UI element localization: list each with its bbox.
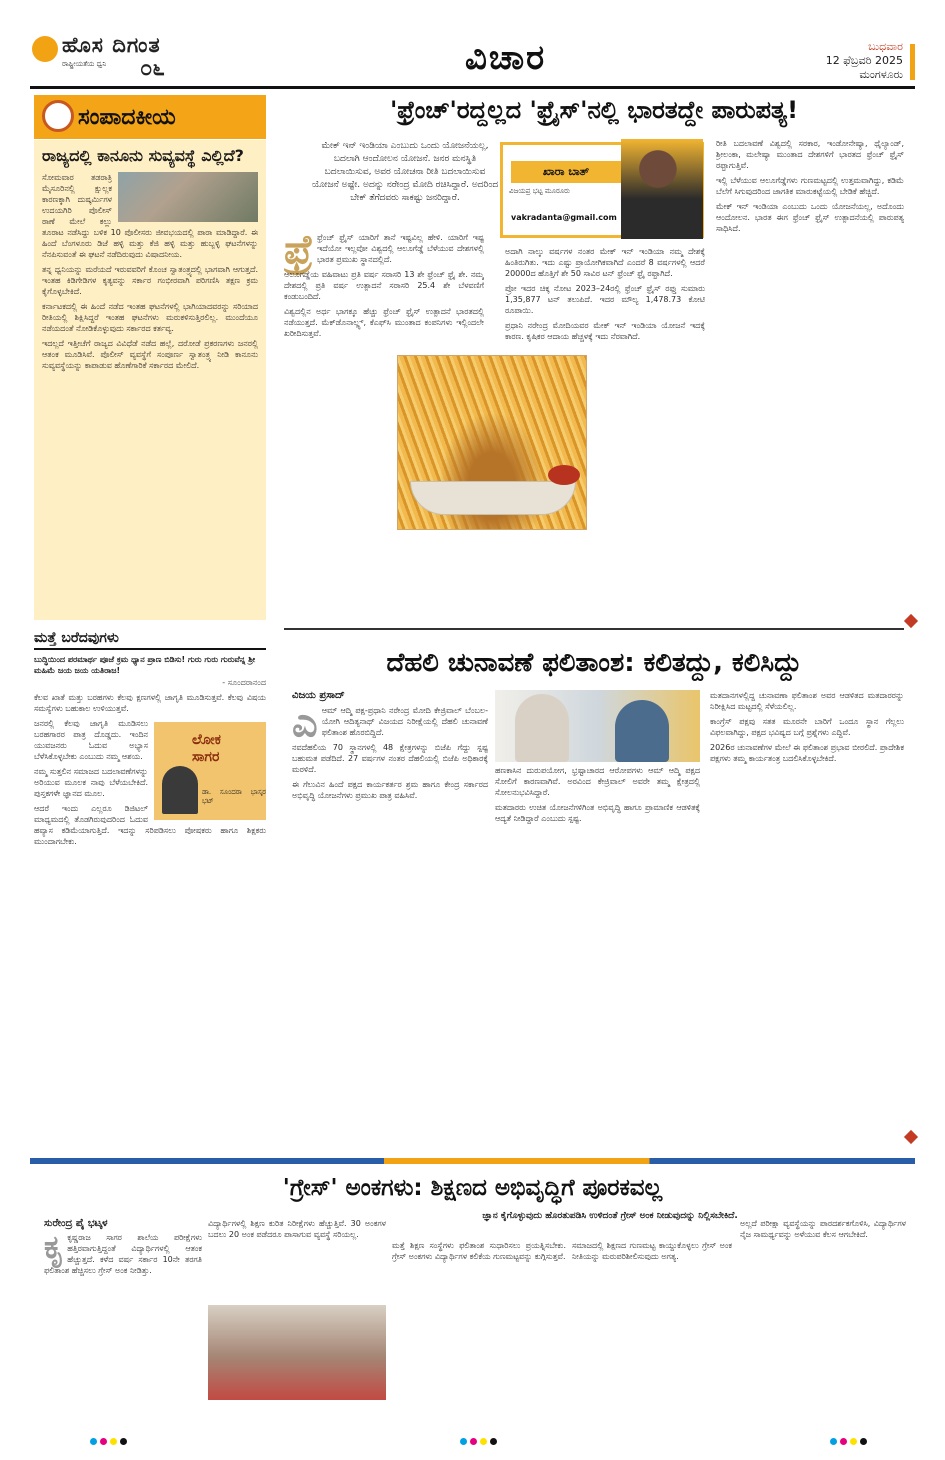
election-column-2: [495, 765, 700, 1145]
grace-paragraph: ಅಲ್ಲದೆ ಪರೀಕ್ಷಾ ವ್ಯವಸ್ಥೆಯನ್ನು ಪಾರದರ್ಶಕಗೊಳಿಸಿ, ವಿದ್ಯಾರ್ಥಿಗಳ ನೈಜ ಸಾಮರ್ಥ್ಯವನ್ನು ಅಳೆಯುವ ಕೆಲಸ ಆಗಬೇಕಿದೆ.: [740, 1219, 906, 1239]
more-writings-verse: ಬುದ್ಧಿಯಿಂದ ಪರಮಾರ್ಥ ಪೂಜೆ ಕ್ರಮ ಧ್ಯಾನ ಪ್ರಾಣ ಬಿಡಿಸು! ಗುರು ಗುರು ಗುರುವೆನ್ನ ಶ್ರೀ ಮಹಿಮೆ ಜಯ ಜಯ ಯತಿರಾಜ!: [34, 655, 256, 675]
grace-marks-pullquote: ಜ್ಞಾನ ಕೈಗೊಳ್ಳುವುದು ಹೊರತುಪಡಿಸಿ ಉಳಿದಂತೆ ಗ್ರೇಸ್ ಅಂಕ ನೀಡುವುದನ್ನು ನಿಲ್ಲಿಸಬೇಕಿದೆ.: [482, 1211, 738, 1221]
election-paragraph: 2026ರ ಚುನಾವಣೆಗಳ ಮೇಲೆ ಈ ಫಲಿತಾಂಶ ಪ್ರಭಾವ ಬೀರಲಿದೆ. ಪ್ರಾದೇಶಿಕ ಪಕ್ಷಗಳು ತಮ್ಮ ಕಾರ್ಯತಂತ್ರ ಬದಲಿಸಿಕೊಳ್ಳಬೇಕಿದೆ.: [710, 743, 904, 763]
masthead: [0, 0, 945, 86]
yellow-dot-icon: [110, 1438, 117, 1445]
yellow-dot-icon: [480, 1438, 487, 1445]
grace-column-4: [572, 1240, 732, 1454]
logo-tagline: ರಾಷ್ಟ್ರೀಯತೆಯ ಧ್ವನಿ: [62, 60, 107, 68]
election-paragraph: ಮತದಾರರು ಉಚಿತ ಯೋಜನೆಗಳಿಗಿಂತ ಅಭಿವೃದ್ಧಿ ಹಾಗೂ ಪ್ರಾಮಾಣಿಕ ಆಡಳಿತಕ್ಕೆ ಆದ್ಯತೆ ನೀಡಿದ್ದಾರೆ ಎಂಬುದು ಸ್ಪಷ್ಟ.: [495, 803, 700, 823]
grace-paragraph: ಕೃಷ್ಣರಾಜ ಸಾಗರ ಶಾಲೆಯ ಪರೀಕ್ಷೆಗಳು ಹತ್ತಿರವಾಗುತ್ತಿದ್ದಂತೆ ವಿದ್ಯಾರ್ಥಿಗಳಲ್ಲಿ ಆತಂಕ ಹೆಚ್ಚುತ್ತದೆ. ಕಳೆದ ವರ್ಷ ಸರ್ಕಾರ 10ನೇ ತರಗತಿ ಫಲಿತಾಂಶ ಹೆಚ್ಚಿಸಲು ಗ್ರೇಸ್ ಅಂಕ ನೀಡಿತ್ತು.: [44, 1233, 202, 1275]
feature-paragraph: ರೀತಿ ಬದಲಾವಣೆ ವಿಶ್ವದಲ್ಲಿ ಸರಕಾರ, ಇಂಡೋನೇಷ್ಯಾ, ಥೈಲ್ಯಾಂಡ್, ಶ್ರೀಲಂಕಾ, ಮಲೇಷ್ಯಾ ಮುಂತಾದ ದೇಶಗಳಿಗೆ ಭಾರತದ ಫ್ರೆಂಚ್ ಫ್ರೈಸ್ ರಫ್ತಾಗುತ್ತಿವೆ.: [716, 139, 904, 170]
grace-column-3: [392, 1240, 566, 1454]
grace-dropcap: ಕೃ: [44, 1232, 65, 1266]
logo-emblem-icon: [32, 36, 58, 62]
columnist-photo: [621, 139, 703, 239]
loka-title-line-2: ಸಾಗರ: [192, 749, 220, 765]
print-registration-marks: [830, 1438, 867, 1445]
election-paragraph: ಹಣಕಾಸಿನ ದುರುಪಯೋಗ, ಭ್ರಷ್ಟಾಚಾರದ ಆರೋಪಗಳು ಆಮ್ ಆದ್ಮಿ ಪಕ್ಷದ ಸೋಲಿಗೆ ಕಾರಣವಾಗಿವೆ. ಅರವಿಂದ ಕೇಜ್ರಿವಾಲ್ ಅವರೇ ತಮ್ಮ ಕ್ಷೇತ್ರದಲ್ಲಿ ಸೋಲನುಭವಿಸಿದ್ದಾರೆ.: [495, 766, 700, 797]
grace-marks-byline: ಸುರೇಂದ್ರ ಪೈ ಭಟ್ಕಳ: [44, 1218, 108, 1229]
grace-column-1: [44, 1232, 202, 1432]
columnist-portrait: [162, 766, 198, 814]
election-end-mark-icon: [904, 1130, 918, 1144]
election-column-1: [292, 705, 488, 1145]
feature-deck: ಮೇಕ್ ಇನ್ ಇಂಡಿಯಾ ಎಂಬುದು ಒಂದು ಯೋಜನೆಯಲ್ಲ, ಬದಲಾಗಿ ಆಂದೋಲನ ಯೋಜನೆ. ಜನರ ಮನಸ್ಥಿತಿ ಬದಲಾಯಿಸುವ, ಅವರ ಯೋಚನಾ ರೀತಿ ಬದಲಾಯಿಸುವ ಯೋಜನೆ ಅಷ್ಟೇ. ಅದನ್ನು ನರೇಂದ್ರ ಮೋದಿ ರಚಿಸಿದ್ದಾರೆ. ಅದರಿಂದ ಬೇಕ್ ತೆಗೆದವರು ಸಾಕಷ್ಟು ಜನರಿದ್ದಾರೆ.: [311, 141, 499, 203]
election-dropcap: ಎ: [292, 705, 318, 746]
feature-column-3: [716, 138, 904, 668]
feature-paragraph: ಆಲೂಗಡ್ಡೆಯ ವಹಿವಾಟು ಪ್ರತಿ ವರ್ಷ ಸರಾಸರಿ 13 ಶೇ ಫ್ರೆಂಚ್ ಫ್ರೈ ಶೇ. ನಮ್ಮ ದೇಶದಲ್ಲಿ ಪ್ರತಿ ವರ್ಷ ಉತ್ಪಾದನೆ ಸರಾಸರಿ 25.4 ಶೇ ಬೆಳವಣಿಗೆ ಕಂಡುಬಂದಿದೆ.: [284, 270, 484, 301]
more-writings-paragraph: ಕೆಲವ ಖಾತೆ ಮತ್ತು ಬರಹಗಳು ಕೆಲವು ಕ್ಷಣಗಳಲ್ಲಿ ಜಾಗೃತಿ ಮೂಡಿಸುತ್ತವೆ. ಕೆಲವು ವಿಷಯ ಸಮಸ್ಯೆಗಳು ಬಹುಕಾಲ ಉಳಿಯುತ್ತವೆ.: [34, 693, 266, 713]
black-dot-icon: [860, 1438, 867, 1445]
grace-paragraph: ಮತ್ತೆ ಶಿಕ್ಷಣ ಸಂಸ್ಥೆಗಳು ಫಲಿತಾಂಶ ಸುಧಾರಿಸಲು ಪ್ರಯತ್ನಿಸಬೇಕು. ಗ್ರೇಸ್ ಅಂಕಗಳು ವಿದ್ಯಾರ್ಥಿಗಳ ಕಲಿಕೆಯ ಗುಣಮಟ್ಟವನ್ನು ಕುಗ್ಗಿಸುತ್ತವೆ.: [392, 1241, 566, 1261]
loka-author: ಡಾ. ಸೂಂದರಾ ಭಾಸ್ಕರ ಭಟ್: [202, 788, 266, 805]
black-dot-icon: [120, 1438, 127, 1445]
election-paragraph: ನವದೆಹಲಿಯ 70 ಸ್ಥಾನಗಳಲ್ಲಿ 48 ಕ್ಷೇತ್ರಗಳನ್ನು ಬಿಜೆಪಿ ಗೆದ್ದು ಸ್ಪಷ್ಟ ಬಹುಮತ ಪಡೆದಿದೆ. 27 ವರ್ಷಗಳ ನಂತರ ದೆಹಲಿಯಲ್ಲಿ ಬಿಜೆಪಿ ಅಧಿಕಾರಕ್ಕೆ ಮರಳಿದೆ.: [292, 743, 488, 774]
photo-figure-kejriwal: [615, 700, 669, 762]
more-writings-header: ಮತ್ತೆ ಬರೆದವುಗಳು: [34, 630, 266, 650]
election-paragraph: ಮತದಾನಗಳಲ್ಲಿದ್ದ ಚುನಾವಣಾ ಫಲಿತಾಂಶ ಅವರ ಆಡಳಿತದ ಮತದಾರರನ್ನು ನಿರೀಕ್ಷಿಸಿದ ಮಟ್ಟದಲ್ಲಿ ಸೆಳೆಯಲಿಲ್ಲ.: [710, 691, 904, 711]
dateline: [826, 40, 903, 82]
grace-paragraph: ವಿದ್ಯಾರ್ಥಿಗಳಲ್ಲಿ ಶಿಕ್ಷಣ ಕುರಿತ ನಿರೀಕ್ಷೆಗಳು ಹೆಚ್ಚುತ್ತಿವೆ. 30 ಅಂಕಗಳ ಬದಲು 20 ಅಂಕ ಪಡೆದರೂ ಪಾಸಾಗುವ ವ್ಯವಸ್ಥೆ ಸರಿಯಲ್ಲ.: [208, 1219, 386, 1239]
feature-paragraph: ಪ್ರೋ ಇದರ ಚಿಕ್ಕ ನೋಟ 2023–24ರಲ್ಲಿ ಫ್ರೆಂಚ್ ಫ್ರೈಸ್ ರಫ್ತು ಸುಮಾರು 1,35,877 ಟನ್ ತಲುಪಿದೆ. ಇದರ ಮೌಲ್ಯ 1,478.73 ಕೋಟಿ ರೂಪಾಯಿ.: [505, 284, 705, 315]
cyan-dot-icon: [830, 1438, 837, 1445]
loka-badge-title: [192, 732, 221, 766]
print-registration-marks: [90, 1438, 127, 1445]
dateline-city: ಮಂಗಳೂರು: [859, 68, 903, 81]
french-fries-photo: [397, 355, 587, 530]
more-writings-body: [34, 692, 266, 847]
feature-dropcap: ಫ್ರೆ: [284, 232, 313, 273]
more-writings-paragraph: ಆದರೆ ಇಂದು ಎಲ್ಲರೂ ಡಿಜಿಟಲ್ ಮಾಧ್ಯಮದಲ್ಲಿ ತೊಡಗಿರುವುದರಿಂದ ಓದುವ ಹವ್ಯಾಸ ಕಡಿಮೆಯಾಗುತ್ತಿದೆ. ಇದನ್ನು ಸರಿಪಡಿಸಲು ಪೋಷಕರು ಹಾಗೂ ಶಿಕ್ಷಕರು ಮುಂದಾಗಬೇಕು.: [34, 804, 266, 846]
grace-paragraph: ಸಮಾಜದಲ್ಲಿ ಶಿಕ್ಷಣದ ಗುಣಮಟ್ಟ ಕಾಯ್ದುಕೊಳ್ಳಲು ಗ್ರೇಸ್ ಅಂಕ ನೀತಿಯನ್ನು ಮರುಪರಿಶೀಲಿಸುವುದು ಅಗತ್ಯ.: [572, 1241, 732, 1261]
photo-figure-modi: [515, 694, 569, 762]
editorial-paragraph: ತನ್ನ ಧ್ವನಿಯನ್ನು ಮರೆಯದೆ ಇರುವವರಿಗೆ ಕೊಂಚ ಸ್ವಾತಂತ್ರ್ಯದಲ್ಲಿ ಭಾಗವಾಗಿ ಆಗುತ್ತದೆ. ಇಂತಹ ಕಿಡಿಗೇಡಿಗಳ ಕೃತ್ಯವನ್ನು ಸರ್ಕಾರ ಗಂಭೀರವಾಗಿ ಪರಿಗಣಿಸಿ ತಕ್ಷಣ ಕ್ರಮ ಕೈಗೊಳ್ಳಬೇಕಿದೆ.: [42, 265, 258, 296]
magenta-dot-icon: [840, 1438, 847, 1445]
loka-sagara-column-badge: [154, 722, 266, 820]
more-writings-paragraph: ಜನರಲ್ಲಿ ಕೆಲವು ಜಾಗೃತಿ ಮೂಡಿಸಲು ಬರಹಗಾರರ ಪಾತ್ರ ದೊಡ್ಡದು. ಇಂದಿನ ಯುವಜನರು ಓದುವ ಅಭ್ಯಾಸ ಬೆಳೆಸಿಕೊಳ್ಳಬೇಕು ಎಂಬುದು ನಮ್ಮ ಆಶಯ.: [34, 719, 148, 761]
election-paragraph: ಆಮ್ ಆದ್ಮಿ ಪಕ್ಷ-ಪ್ರಧಾನಿ ನರೇಂದ್ರ ಮೋದಿ ಕೇಜ್ರಿವಾಲ್ ಬೆಂಬಲ-ಯೋಗಿ ಆದಿತ್ಯನಾಥ್ ವಿಜಯದ ನಿರೀಕ್ಷೆಯಲ್ಲಿ ದೆಹಲಿ ಚುನಾವಣೆ ಫಲಿತಾಂಶ ಹೊರಬಿದ್ದಿದೆ.: [321, 706, 488, 737]
ketchup-dip: [548, 465, 580, 485]
feature-headline[interactable]: 'ಫ್ರೆಂಚ್'ರದ್ದಲ್ಲದ 'ಫ್ರೈಸ್'ನಲ್ಲಿ ಭಾರತದ್ದೇ ಪಾರುಪತ್ಯ!: [389, 96, 799, 124]
feature-end-mark-icon: [904, 614, 918, 628]
section-divider: [284, 628, 904, 630]
election-headline[interactable]: ದೆಹಲಿ ಚುನಾವಣೆ ಫಲಿತಾಂಶ: ಕಲಿತದ್ದು, ಕಲಿಸಿದ್ದು: [386, 648, 802, 678]
dateline-day: ಬುಧವಾರ: [868, 40, 903, 53]
fries-bowl: [410, 481, 576, 515]
more-writings-attribution: - ಸೂಂದರಾನಂದ: [222, 678, 266, 687]
black-dot-icon: [490, 1438, 497, 1445]
section-title: ವಿಚಾರ: [465, 38, 547, 78]
feature-paragraph: ಪ್ರಧಾನಿ ನರೇಂದ್ರ ಮೋದಿಯವರ ಮೇಕ್ ಇನ್ ಇಂಡಿಯಾ ಯೋಜನೆ ಇದಕ್ಕೆ ಕಾರಣ. ಕೃಷಿಕರ ಆದಾಯ ಹೆಚ್ಚಳಕ್ಕೆ ಇದು ನೆರವಾಗಿದೆ.: [505, 321, 705, 341]
editorial-emblem-icon: [42, 100, 74, 132]
election-paragraph: ಈ ಗೆಲುವಿನ ಹಿಂದೆ ಪಕ್ಷದ ಕಾರ್ಯಕರ್ತರ ಶ್ರಮ ಹಾಗೂ ಕೇಂದ್ರ ಸರ್ಕಾರದ ಅಭಿವೃದ್ಧಿ ಯೋಜನೆಗಳು ಪ್ರಮುಖ ಪಾತ್ರ ವಹಿಸಿವೆ.: [292, 780, 488, 800]
editorial-paragraph: ಸೋಮವಾರ ತಡರಾತ್ರಿ ಮೈಸೂರಿನಲ್ಲಿ ಕ್ಷುಲ್ಲಕ ಕಾರಣಕ್ಕಾಗಿ ದುಷ್ಕರ್ಮಿಗಳ ಉದಯಗಿರಿ ಪೊಲೀಸ್ ಠಾಣೆ ಮೇಲೆ ಕಲ್ಲು ತೂರಾಟ ನಡೆಸಿದ್ದು ಬಳಿಕ 10 ಪೊಲೀಸರು ಜೀವಭಯದಲ್ಲಿ ಪಾರಾ ಮಾಡಿದ್ದಾರೆ. ಈ ಹಿಂದೆ ಬೆಂಗಳೂರು ಡಿಜೆ ಹಳ್ಳಿ ಮತ್ತು ಕೆಜಿ ಹಳ್ಳಿ ಮತ್ತು ಹುಬ್ಬಳ್ಳಿ ಘಟನೆಗಳನ್ನು ನೆನಪಿಸುವಂತೆ ಈ ಘಟನೆ ನಡೆದಿರುವುದು ವಿಷಾದನೀಯ.: [42, 173, 258, 259]
election-photo: [495, 690, 700, 762]
columnist-email[interactable]: vakradanta@gmail.com: [511, 213, 617, 222]
election-byline: ವಿಜಯ ಪ್ರಸಾದ್: [292, 690, 345, 701]
print-registration-marks: [460, 1438, 497, 1445]
columnist-role: ವಿಜಯಪ್ರ ಭಟ್ಟ ಮೂರೂರು: [509, 187, 571, 195]
editorial-badge: [34, 95, 266, 139]
feature-paragraph: ವಿಶ್ವದಲ್ಲಿನ ಅರ್ಧ ಭಾಗಕ್ಕೂ ಹೆಚ್ಚು ಫ್ರೆಂಚ್ ಫ್ರೈಸ್ ಉತ್ಪಾದನೆ ಭಾರತದಲ್ಲಿ ನಡೆಯುತ್ತದೆ. ಮೆಕ್‌ಡೊನಾಲ್ಡ್ಸ್, ಕೆಎಫ್‌ಸಿ ಮುಂತಾದ ಕಂಪನಿಗಳು ಇಲ್ಲಿಂದಲೇ ಖರೀದಿಸುತ್ತವೆ.: [284, 307, 484, 338]
cyan-dot-icon: [90, 1438, 97, 1445]
classroom-exam-photo: [208, 1305, 386, 1400]
magenta-dot-icon: [100, 1438, 107, 1445]
editorial-column: [34, 140, 266, 620]
editorial-headline[interactable]: ರಾಜ್ಯದಲ್ಲಿ ಕಾನೂನು ಸುವ್ಯವಸ್ಥೆ ಎಲ್ಲಿದೆ?: [42, 146, 244, 165]
dateline-date: 12 ಫೆಬ್ರವರಿ 2025: [825, 54, 903, 67]
election-paragraph: ಕಾಂಗ್ರೆಸ್ ಪಕ್ಷವು ಸತತ ಮೂರನೇ ಬಾರಿಗೆ ಒಂದೂ ಸ್ಥಾನ ಗೆಲ್ಲಲು ವಿಫಲವಾಗಿದ್ದು, ಪಕ್ಷದ ಭವಿಷ್ಯದ ಬಗ್ಗೆ ಪ್ರಶ್ನೆಗಳು ಎದ್ದಿವೆ.: [710, 717, 904, 737]
feature-paragraph: ಇಲ್ಲಿ ಬೆಳೆಯುವ ಆಲೂಗೆಡ್ಡೆಗಳು ಗುಣಮಟ್ಟದಲ್ಲಿ ಉತ್ತಮವಾಗಿದ್ದು, ಕಡಿಮೆ ಬೆಲೆಗೆ ಸಿಗುವುದರಿಂದ ಜಾಗತಿಕ ಮಾರುಕಟ್ಟೆಯಲ್ಲಿ ಬೇಡಿಕೆ ಹೆಚ್ಚಿದೆ.: [716, 176, 904, 196]
columnist-column-name: ಖಾರಾ ಬಾತ್: [511, 161, 621, 183]
editorial-paragraph: ಇದಲ್ಲದೆ ಇತ್ತೀಚೆಗೆ ರಾಜ್ಯದ ವಿವಿಧೆಡೆ ನಡೆದ ಹಲ್ಲೆ, ದರೋಡೆ ಪ್ರಕರಣಗಳು ಜನರಲ್ಲಿ ಆತಂಕ ಮೂಡಿಸಿವೆ. ಪೊಲೀಸ್ ವ್ಯವಸ್ಥೆಗೆ ಸಂಪೂರ್ಣ ಸ್ವಾತಂತ್ರ್ಯ ನೀಡಿ ಕಾನೂನು ಸುವ್ಯವಸ್ಥೆಯನ್ನು ಕಾಪಾಡುವ ಹೊಣೆಗಾರಿಕೆ ಸರ್ಕಾರದ ಮೇಲಿದೆ.: [42, 339, 258, 370]
logo-text: ಹೊಸ ದಿಗಂತ: [62, 33, 161, 57]
yellow-dot-icon: [850, 1438, 857, 1445]
grace-marks-headline[interactable]: 'ಗ್ರೇಸ್' ಅಂಕಗಳು: ಶಿಕ್ಷಣದ ಅಭಿವೃದ್ಧಿಗೆ ಪೂರಕವಲ್ಲ: [282, 1175, 663, 1201]
page-number: ೦೬: [140, 56, 165, 81]
more-writings-column: [34, 654, 266, 1154]
editorial-badge-label: ಸಂಪಾದಕೀಯ: [78, 104, 176, 130]
more-writings-paragraph: ನಮ್ಮ ಸುತ್ತಲಿನ ಸಮಾಜದ ಬದಲಾವಣೆಗಳನ್ನು ಅರಿಯುವ ಮೂಲಕ ನಾವು ಬೆಳೆಯಬೇಕಿದೆ. ಪುಸ್ತಕಗಳೇ ಜ್ಞಾನದ ಮೂಲ.: [34, 767, 148, 798]
feature-paragraph: ಫ್ರೆಂಚ್ ಫ್ರೈಸ್ ಯಾರಿಗೆ ತಾನೆ ಇಷ್ಟವಿಲ್ಲ ಹೇಳಿ. ಯಾರಿಗೆ ಇಷ್ಟ ಇದೆಯೋ ಇಲ್ಲವೋ ವಿಶ್ವದಲ್ಲಿ ಆಲೂಗೆಡ್ಡೆ ಬೆಳೆಯುವ ದೇಶಗಳಲ್ಲಿ ಭಾರತ ಪ್ರಮುಖ ಸ್ಥಾನದಲ್ಲಿದೆ.: [317, 233, 484, 264]
corner-accent: [910, 44, 915, 80]
editorial-paragraph: ಕರ್ನಾಟಕದಲ್ಲಿ ಈ ಹಿಂದೆ ನಡೆದ ಇಂತಹ ಘಟನೆಗಳಲ್ಲಿ ಭಾಗಿಯಾದವರನ್ನು ಸರಿಯಾದ ರೀತಿಯಲ್ಲಿ ಶಿಕ್ಷಿಸಿದ್ದರೆ ಇಂತಹ ಘಟನೆಗಳು ಮರುಕಳಿಸುತ್ತಿರಲಿಲ್ಲ. ಮುಂದೆಯೂ ನಡೆಯದಂತೆ ನೋಡಿಕೊಳ್ಳುವುದು ಸರ್ಕಾರದ ಕರ್ತವ್ಯ.: [42, 302, 258, 333]
section-color-band: [30, 1158, 915, 1164]
masthead-rule: [30, 86, 915, 89]
feature-paragraph: ಅದಾಗಿ ನಾಲ್ಕು ವರ್ಷಗಳ ನಂತರ ಮೇಕ್ ಇನ್ ಇಂಡಿಯಾ ನಮ್ಮ ದೇಶಕ್ಕೆ ಹಿಂತಿರುಗಿತು. ಇದು ಎಷ್ಟು ಪ್ರಾಯೋಗಿಕವಾಗಿದೆ ಎಂದರೆ 8 ವರ್ಷಗಳಲ್ಲಿ ಆದರೆ 20000ದ ಹೊತ್ತಿಗೆ ಶೇ 50 ಸಾವಿರ ಟನ್ ಫ್ರೆಂಚ್ ಫ್ರೈ ರಫ್ತಾಗಿದೆ.: [505, 247, 705, 278]
cyan-dot-icon: [460, 1438, 467, 1445]
loka-title-line-1: ಲೋಕ: [192, 732, 221, 748]
grace-column-5: [740, 1218, 906, 1432]
magenta-dot-icon: [470, 1438, 477, 1445]
election-column-3: [710, 690, 904, 1145]
editorial-photo: [118, 172, 258, 222]
columnist-box: [500, 142, 704, 238]
feature-paragraph: ಮೇಕ್ ಇನ್ ಇಂಡಿಯಾ ಎಂಬುದು ಒಂದು ಯೋಜನೆಯಲ್ಲ, ಅದೊಂದು ಆಂದೋಲನ. ಭಾರತ ಈಗ ಫ್ರೆಂಚ್ ಫ್ರೈಸ್ ಉತ್ಪಾದನೆಯಲ್ಲಿ ಪಾರುಪತ್ಯ ಸಾಧಿಸಿದೆ.: [716, 202, 904, 233]
